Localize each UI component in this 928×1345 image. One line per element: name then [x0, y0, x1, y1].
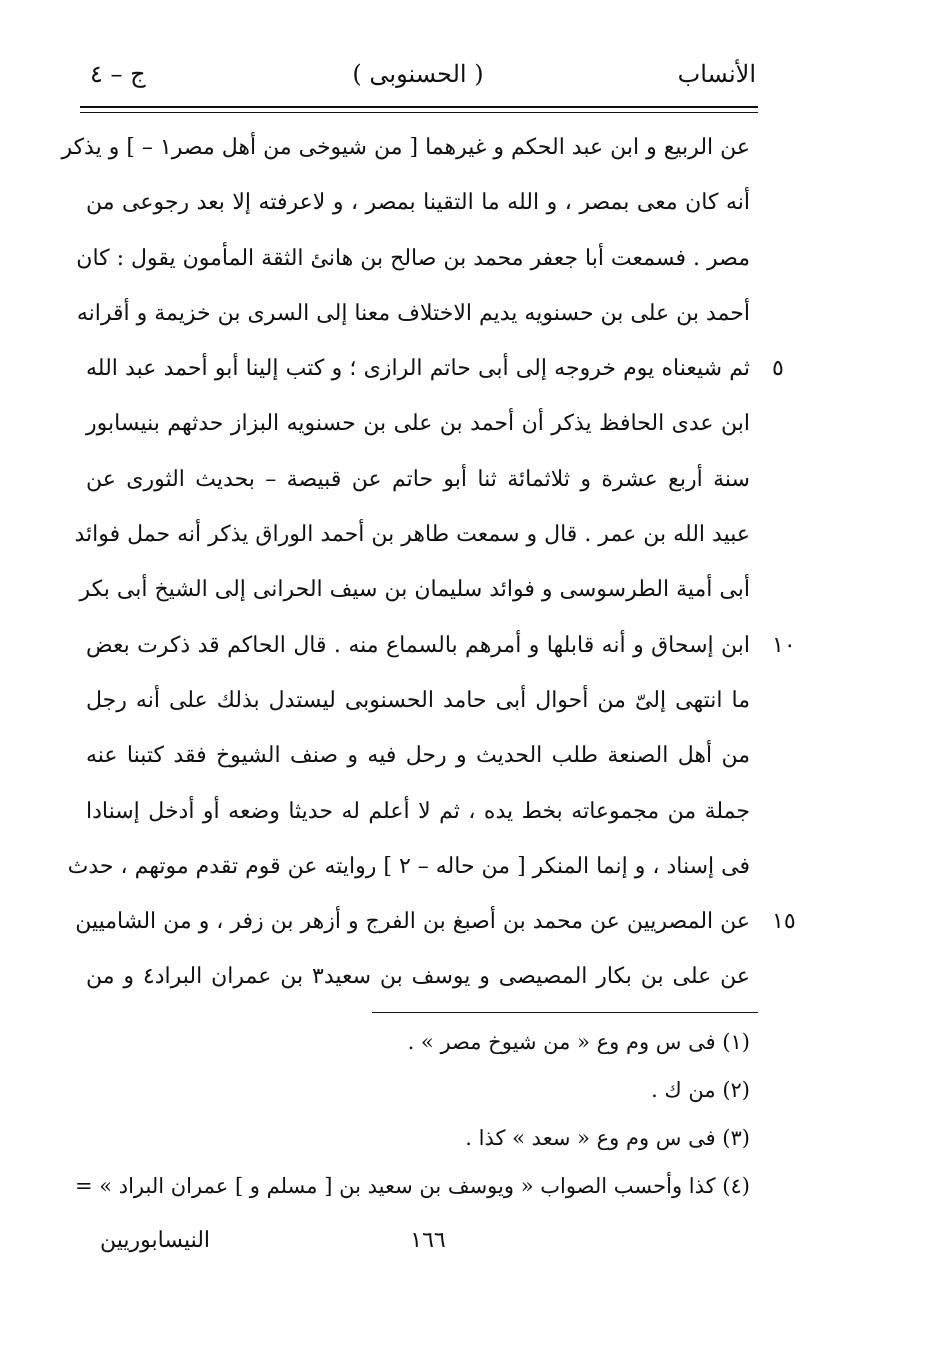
text-line: من أهل الصنعة طلب الحديث و رحل فيه و صنف الشيوخ فقد كتبنا عنه — [86, 743, 750, 769]
footnote: (٤) كذا وأحسب الصواب « ويوسف بن سعيد بن [ مسلم و ] عمران البراد » = — [74, 1174, 750, 1198]
text-line: أنه كان معى بمصر ، و الله ما التقينا بمصر ، و لاعرفته إلا بعد رجوعى من — [86, 190, 750, 216]
line-number-5: ٥ — [772, 356, 784, 382]
footnote-rule — [372, 1012, 758, 1013]
line-number-15: ١٥ — [772, 909, 796, 935]
catchword: النيسابوريين — [100, 1228, 211, 1253]
text-line: أحمد بن على بن حسنويه يديم الاختلاف معنا إلى السرى بن خزيمة و أقرانه — [76, 300, 750, 326]
text-line: ما انتهى إلىّ من أحوال أبى حامد الحسنوبى ليستدل بذلك على أنه رجل — [86, 687, 750, 713]
text-line: عبيد الله بن عمر . قال و سمعت طاهر بن أحمد الوراق يذكر أنه حمل فوائد — [74, 522, 750, 548]
footnote: (٣) فى س وم وع « سعد » كذا . — [465, 1126, 750, 1150]
page-footer — [100, 1228, 756, 1264]
header-volume: ج – ٤ — [90, 60, 146, 88]
header-rule — [80, 106, 758, 108]
text-line: ابن عدى الحافظ يذكر أن أحمد بن على بن حسنويه البزاز حدثهم بنيسابور — [86, 411, 750, 437]
text-line: مصر . فسمعت أبا جعفر محمد بن صالح بن هانئ الثقة المأمون يقول : كان — [76, 245, 750, 271]
text-line: عن المصريين عن محمد بن أصبغ بن الفرج و أزهر بن زفر ، و من الشاميين — [75, 909, 750, 935]
text-line: عن على بن بكار المصيصى و يوسف بن سعيد٣ بن عمران البراد٤ و من — [86, 964, 750, 990]
text-line: ابن إسحاق و أنه قابلها و أمرهم بالسماع منه . قال الحاكم قد ذكرت بعض — [86, 632, 750, 658]
text-line: سنة أربع عشرة و ثلاثمائة ثنا أبو حاتم عن قبيصة – بحديث الثورى عن — [86, 466, 750, 492]
text-line: جملة من مجموعاته بخط يده ، ثم لا أعلم له حديثا وضعه أو أدخل إسنادا — [86, 798, 750, 824]
footnotes — [74, 1018, 750, 1210]
text-line: فى إسناد ، و إنما المنكر [ من حاله – ٢ ] روايته عن قوم تقدم موتهم ، حدث — [67, 853, 750, 879]
text-line: أبى أمية الطرسوسى و فوائد سليمان بن سيف الحرانى إلى الشيخ أبى بكر — [79, 577, 750, 603]
text-line: عن الربيع و ابن عبد الحكم و غيرهما [ من شيوخى من أهل مصر١ – ] و يذكر — [61, 135, 750, 160]
text-line: ثم شيعناه يوم خروجه إلى أبى حاتم الرازى ؛ و كتب إلينا أبو أحمد عبد الله — [86, 356, 750, 382]
line-number-10: ١٠ — [772, 632, 796, 658]
body-text — [61, 120, 750, 1005]
running-header — [80, 60, 756, 100]
header-entry-title: ( الحسنوبى ) — [352, 60, 484, 88]
footnote: (٢) من ك . — [651, 1078, 750, 1102]
header-rule-thin — [80, 112, 758, 113]
header-section-title: الأنساب — [677, 60, 756, 88]
footnote: (١) فى س وم وع « من شيوخ مصر » . — [407, 1030, 750, 1054]
page-number: ١٦٦ — [410, 1228, 446, 1253]
